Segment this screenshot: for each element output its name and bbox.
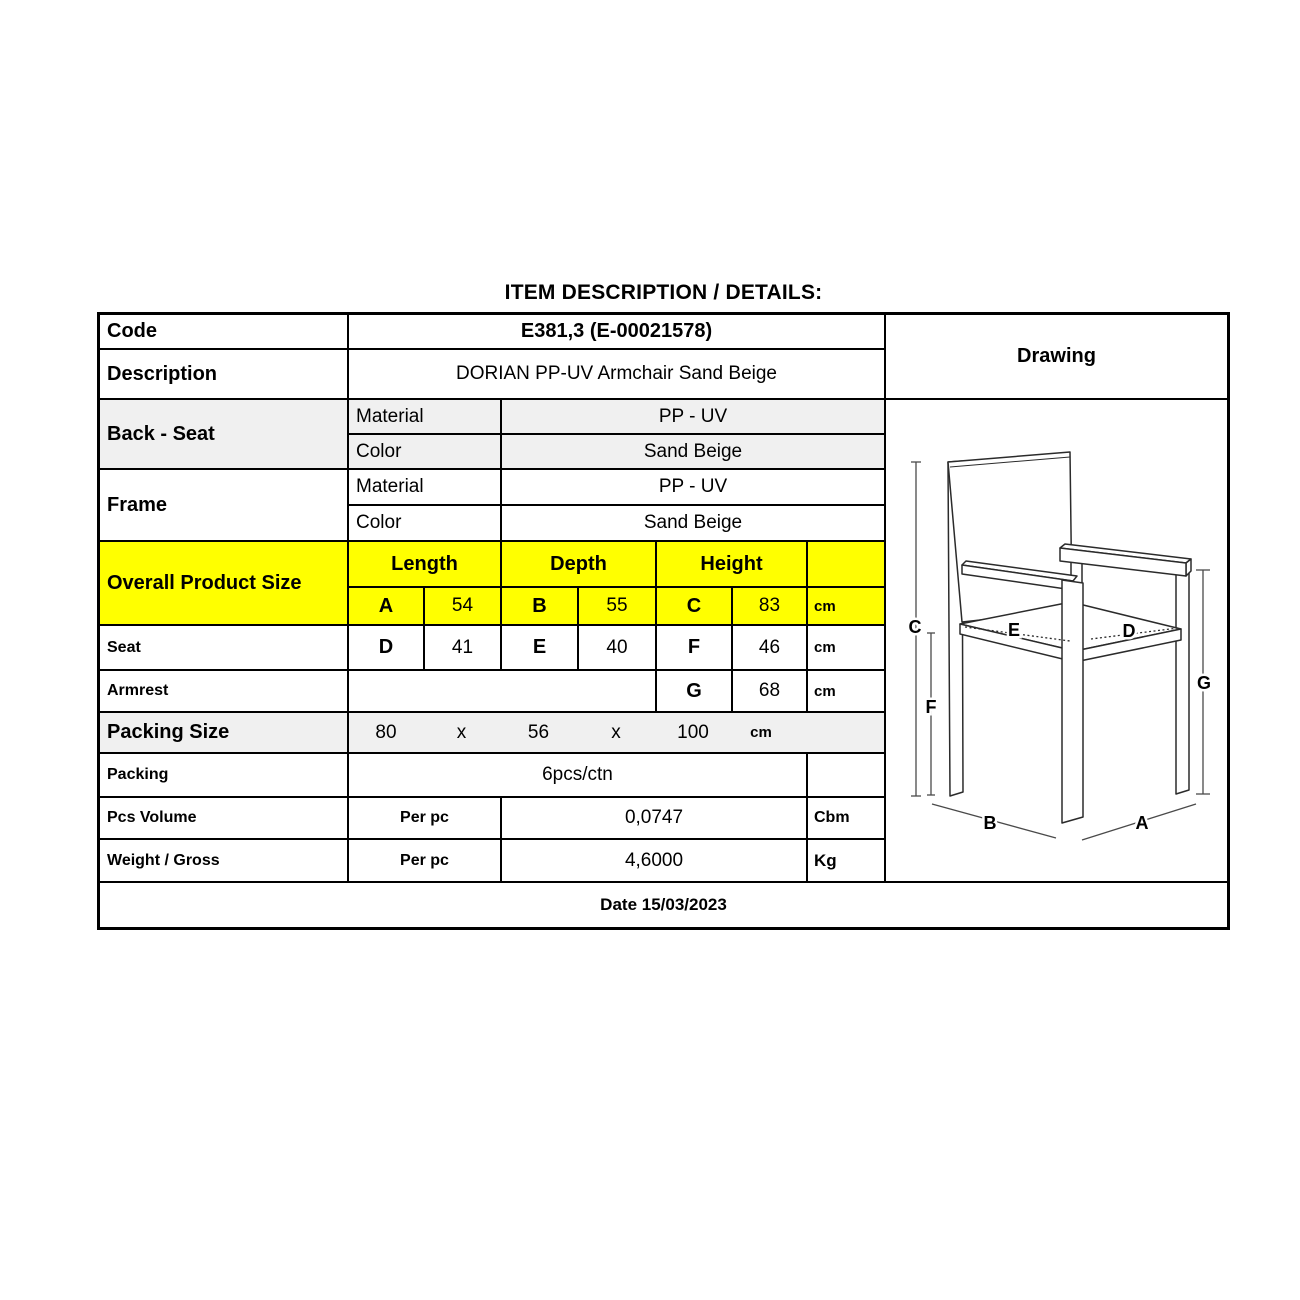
weight-gross-per: Per pc	[349, 840, 500, 881]
frame-color-label: Color	[349, 506, 500, 540]
armrest-label: Armrest	[100, 671, 347, 711]
dim-g-value: 68	[733, 671, 806, 711]
dim-a-key: A	[349, 588, 423, 624]
packing-size-sep2: x	[611, 721, 621, 743]
dim-b-key: B	[502, 588, 577, 624]
dim-b-value: 55	[579, 588, 655, 624]
chair-drawing	[886, 400, 1227, 881]
overall-size-unit: cm	[808, 588, 884, 624]
dim-label-b: B	[983, 813, 997, 833]
back-seat-color-label: Color	[349, 435, 500, 468]
description-label: Description	[100, 350, 347, 398]
depth-header: Depth	[502, 542, 655, 586]
packing-label: Packing	[100, 754, 347, 796]
length-header: Length	[349, 542, 500, 586]
armrest-unit: cm	[808, 671, 884, 711]
dim-g-key: G	[657, 671, 731, 711]
code-label: Code	[100, 315, 347, 348]
size-header-spacer	[808, 542, 884, 586]
packing-size-unit: cm	[750, 724, 772, 741]
packing-spacer	[808, 754, 884, 796]
dim-label-e: E	[1007, 620, 1021, 640]
packing-size-length: 80	[375, 721, 397, 743]
back-seat-label: Back - Seat	[100, 400, 347, 468]
overall-size-label: Overall Product Size	[100, 542, 347, 624]
dim-label-c: C	[908, 617, 922, 637]
code-value: E381,3 (E-00021578)	[349, 315, 884, 348]
weight-gross-unit: Kg	[808, 840, 884, 881]
drawing-header: Drawing	[886, 315, 1227, 398]
pcs-volume-label: Pcs Volume	[100, 798, 347, 838]
dim-label-f: F	[925, 697, 937, 717]
packing-size-sep1: x	[456, 721, 467, 743]
dim-a-value: 54	[425, 588, 500, 624]
seat-unit: cm	[808, 626, 884, 669]
dim-d-value: 41	[425, 626, 500, 669]
weight-gross-label: Weight / Gross	[100, 840, 347, 881]
weight-gross-value: 4,6000	[502, 840, 806, 881]
dim-label-d: D	[1122, 621, 1136, 641]
dim-f-value: 46	[733, 626, 806, 669]
frame-color-value: Sand Beige	[502, 506, 884, 540]
dim-d-key: D	[349, 626, 423, 669]
spec-table	[97, 312, 1230, 930]
back-seat-material-label: Material	[349, 400, 500, 433]
back-seat-material-value: PP - UV	[502, 400, 884, 433]
pcs-volume-unit: Cbm	[808, 798, 884, 838]
chair-outline	[948, 452, 1191, 823]
frame-material-value: PP - UV	[502, 470, 884, 504]
dim-f-key: F	[657, 626, 731, 669]
description-value: DORIAN PP-UV Armchair Sand Beige	[349, 350, 884, 398]
dim-c-value: 83	[733, 588, 806, 624]
armrest-spacer	[349, 671, 655, 711]
frame-material-label: Material	[349, 470, 500, 504]
packing-size-values	[349, 713, 884, 752]
seat-label: Seat	[100, 626, 347, 669]
dim-label-a: A	[1135, 813, 1149, 833]
pcs-volume-value: 0,0747	[502, 798, 806, 838]
date-row: Date 15/03/2023	[100, 883, 1227, 927]
dim-e-value: 40	[579, 626, 655, 669]
height-header: Height	[657, 542, 806, 586]
page-title: ITEM DESCRIPTION / DETAILS:	[504, 281, 823, 304]
packing-size-width: 56	[527, 721, 550, 743]
packing-size-height: 100	[677, 721, 709, 743]
dim-c-key: C	[657, 588, 731, 624]
dim-label-g: G	[1196, 673, 1212, 693]
back-seat-color-value: Sand Beige	[502, 435, 884, 468]
packing-value: 6pcs/ctn	[349, 754, 806, 796]
drawing-panel	[886, 400, 1227, 881]
frame-label: Frame	[100, 470, 347, 540]
pcs-volume-per: Per pc	[349, 798, 500, 838]
dim-e-key: E	[502, 626, 577, 669]
packing-size-label: Packing Size	[100, 713, 347, 752]
